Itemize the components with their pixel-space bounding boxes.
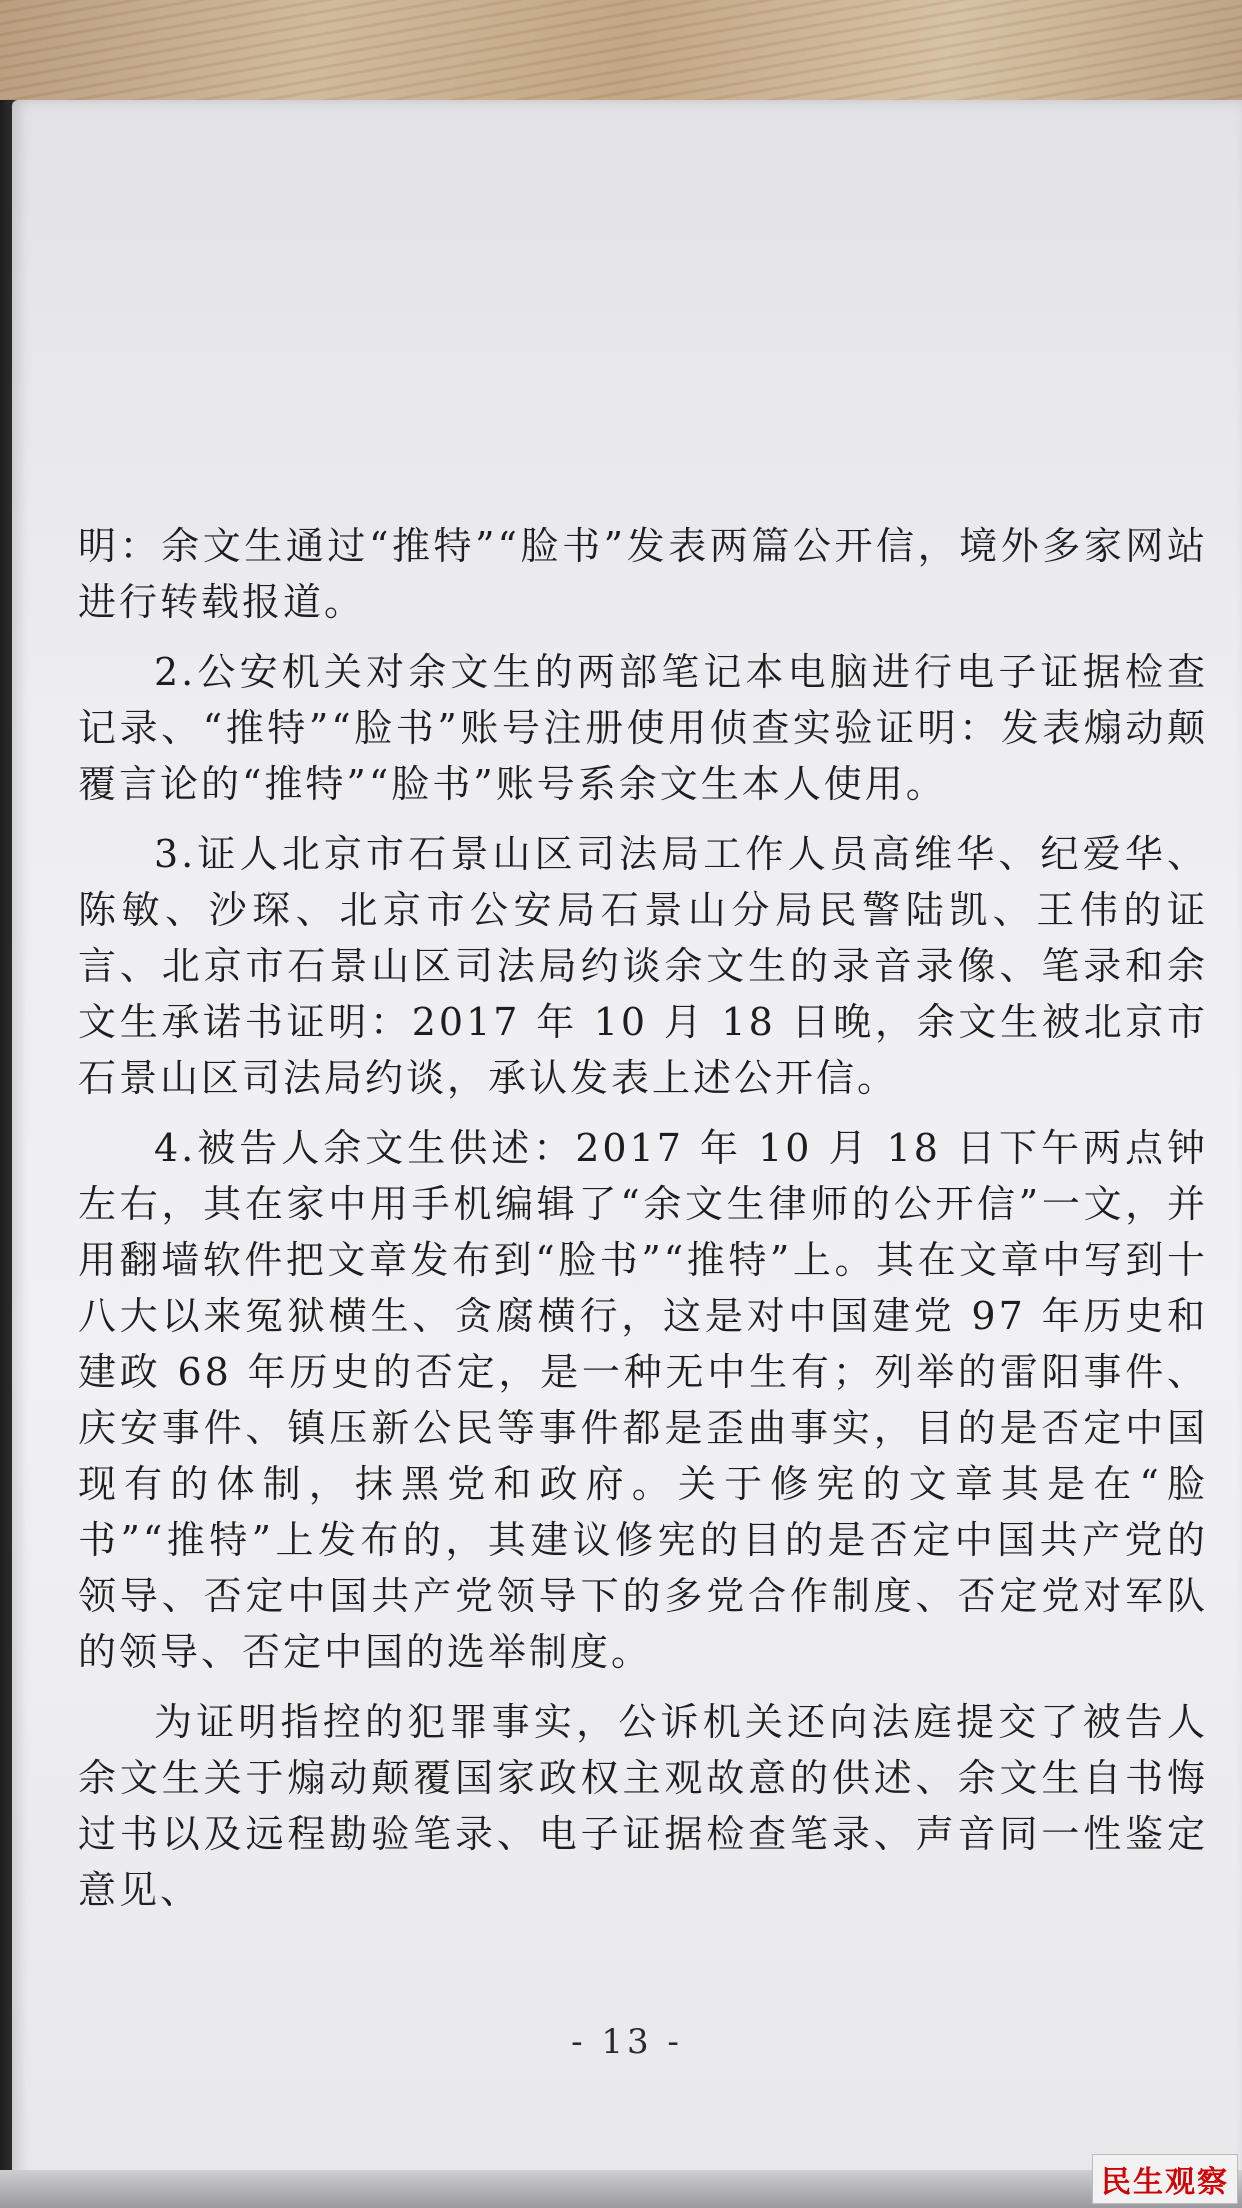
page-number: - 13 - <box>571 2022 683 2062</box>
paragraph-evidence-2: 2.公安机关对余文生的两部笔记本电脑进行电子证据检查记录、“推特”“脸书”账号注册使用侦查实验证明：发表煽动颠覆言论的“推特”“脸书”账号系余文生本人使用。 <box>78 650 1208 806</box>
document-body <box>78 518 1208 1932</box>
paragraph-evidence-4: 4.被告人余文生供述：2017 年 10 月 18 日下午两点钟左右，其在家中用手机编辑了“余文生律师的公开信”一文，并用翻墙软件把文章发布到“脸书”“推特”上。其在文章中写到十八大以来冤狱横生、贪腐横行，这是对中国建党 97 年历史和建政 68 年历史的否定，是一种无中生有；列举的雷阳事件、庆安事件、镇压新公民等事件都是歪曲事实，目的是否定中国现有的体制，抹黑党和政府。关于修宪的文章其是在“脸书”“推特”上发布的，其建议修宪的目的是否定中国共产党的领导、否定中国共产党领导下的多党合作制度、否定党对军队的领导、否定中国的选举制度。 <box>78 1126 1208 1674</box>
paragraph-additional-evidence: 为证明指控的犯罪事实，公诉机关还向法庭提交了被告人余文生关于煽动颠覆国家政权主观故意的供述、余文生自书悔过书以及远程勘验笔录、电子证据检查笔录、声音同一性鉴定意见、 <box>78 1700 1208 1912</box>
document-page <box>12 100 1242 2208</box>
bottom-edge <box>0 2170 1242 2208</box>
paragraph-evidence-3: 3.证人北京市石景山区司法局工作人员高维华、纪爱华、陈敏、沙琛、北京市公安局石景山分局民警陆凯、王伟的证言、北京市石景山区司法局约谈余文生的录音录像、笔录和余文生承诺书证明：2017 年 10 月 18 日晚，余文生被北京市石景山区司法局约谈，承认发表上述公开信。 <box>78 832 1208 1100</box>
watermark-logo: 民生观察 <box>1092 2154 1238 2204</box>
paragraph-continuation: 明：余文生通过“推特”“脸书”发表两篇公开信，境外多家网站进行转载报道。 <box>78 524 1208 624</box>
